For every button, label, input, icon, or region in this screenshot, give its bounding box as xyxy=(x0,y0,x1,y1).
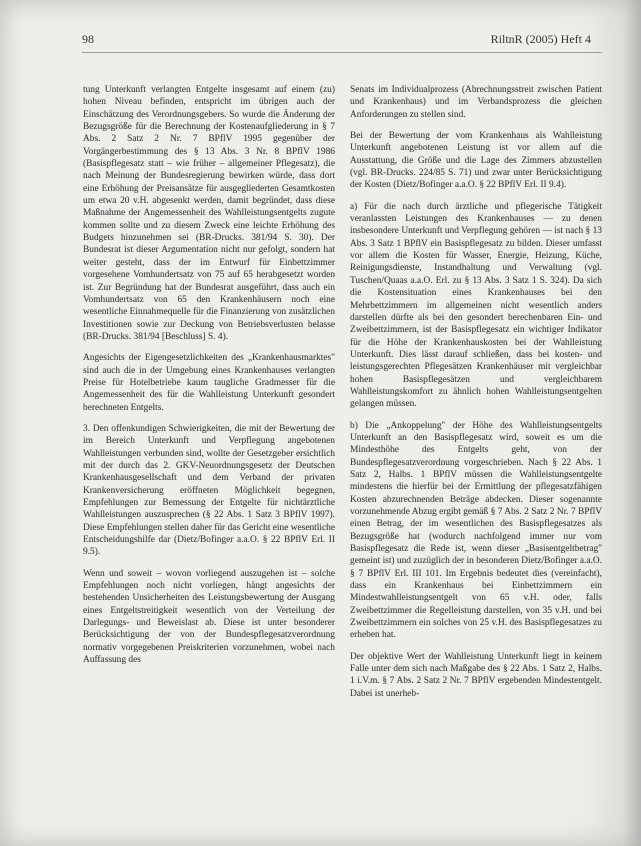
page-header xyxy=(82,32,611,50)
journal-reference: RiltnR (2005) Heft 4 xyxy=(490,32,591,46)
paragraph: Der objektive Wert der Wahlleistung Unterkunft liegt in keinem Falle unter dem sich nach Maßgabe des § 22 Abs. 1 Satz 2, Halbs. 1 i.V.m. § 7 Abs. 2 Satz 2 Nr. 7 BPflV ergebenden Mindestentgelt. Dabei ist unerheb- xyxy=(350,651,602,699)
paragraph: Angesichts der Eigengesetzlichkeiten des „Krankenhausmarktes" sind auch die in der Umgebung eines Krankenhauses verlangten Preise für Hotelbetriebe kaum taugliche Gradmesser für die Angemessenheit des für die Wahlleistung Unterkunft gesondert berechneten Entgelts. xyxy=(83,353,335,413)
paragraph: b) Die „Ankoppelung" der Höhe des Wahlleistungsentgelts Unterkunft an den Basispflegesatz wird, soweit es um die Mindesthöhe des Entgelts geht, von der Bundespflegesatzverordnung vorgeschrieben. Nach § 22 Abs. 1 Satz 2, Halbs. 1 BPflV müssen die Wahlleistungsentgelte mindestens die hierfür bei der Ermittlung der pflegesatzfähigen Kosten abzurechnenden Beträge abdecken. Dieser sogenannte vorzunehmende Abzug ergibt gemäß § 7 Abs. 2 Satz 2 Nr. 7 BPflV einen Betrag, der im wesentlichen des Basispflegesatzes als Bezugsgröße hat (wodurch nachfolgend immer nur vom Basispflegesatz die Rede ist, wenn dieser „Basisentgeltbetrag" gemeint ist) und zuzüglich der in besonderen Dietz/Bofinger a.a.O. § 7 BPflV Erl. III 101. Im Ergebnis bedeutet dies (vereinfacht), dass ein Krankenhaus bei Einbettzimmern ein Mindestwahlleistungsentgelt von 65 v.H. oder, falls Zweibettzimmer die Regelleistung darstellen, von 35 v.H. und bei Zweibettzimmern ein solches von 25 v.H. des Basispflegesatzes zu erheben hat. xyxy=(350,420,602,641)
header-rule xyxy=(82,52,602,53)
right-column xyxy=(350,84,602,709)
page-number: 98 xyxy=(82,32,94,46)
paragraph: 3. Den offenkundigen Schwierigkeiten, die mit der Bewertung der im Bereich Unterkunft und Verpflegung angebotenen Wahlleistungen verbunden sind, wollte der Gesetzgeber ersichtlich mit der durch das 2. GKV-Neuordnungsgesetz der Deutschen Krankenhausgesellschaft und dem Verband der privaten Krankenversicherung eröffneten Möglichkeit begegnen, Empfehlungen zur Bemessung der Entgelte für nichtärztliche Wahlleistungen auszusprechen (§ 22 Abs. 1 Satz 3 BPflV 1997). Diese Empfehlungen stellen daher für das Gericht eine wesentliche Entscheidungshilfe dar (Dietz/Bofinger a.a.O. § 22 BPflV Erl. II 9.5). xyxy=(83,423,335,558)
paragraph: Wenn und soweit – wovon vorliegend auszugehen ist – solche Empfehlungen noch nicht vorliegen, hängt angesichts der bestehenden Unsicherheiten des Leistungsbewertung der Ausgang eines Entgeltstreitigkeit wesentlich von der Verteilung der Darlegungs- und Beweislast ab. Diese ist unter besonderer Berücksichtigung der von der Bundespflegesatzverordnung normativ vorgegebenen Preiskriterien vorzunehmen, wobei nach Auffassung des xyxy=(83,568,335,666)
paragraph: Bei der Bewertung der vom Krankenhaus als Wahlleistung Unterkunft angebotenen Leistung ist vor allem auf die Ausstattung, die Größe und die Lage des Zimmers abzustellen (vgl. BR-Drucks. 224/85 S. 71) und zwar unter Berücksichtigung der Kosten (Dietz/Bofinger a.a.O. § 22 BPflV Erl. II 9.4). xyxy=(350,131,602,191)
paragraph: tung Unterkunft verlangten Entgelte insgesamt auf einem (zu) hohen Niveau befinden, entspricht im übrigen auch der Einschätzung des Verordnungsgebers. So wurde die Änderung der Bezugsgröße für die Berechnung der Kostenaufgliederung in § 7 Abs. 2 Satz 2 Nr. 7 BPflV 1995 gegenüber der Vorgängerbestimmung des § 13 Abs. 3 Nr. 8 BPflV 1986 (Basispflegesatz statt – wie früher – allgemeiner Pflegesatz), die nach Meinung der Bundesregierung bewirken würde, dass dort eine Erhöhung der Preisansätze für ausgegliederten Gesamtkosten um etwa 20 v.H. abgesenkt werden, damit begründet, dass diese Maßnahme der Angemessenheit des Wahlleistungsentgelts zugute kommen sollte und zu diesem Zweck eine leichte Erhöhung des Budgets hinzunehmen sei (BR-Drucks. 381/94 S. 30). Der Bundesrat ist dieser Argumentation nicht nur gefolgt, sondern hat weiter gesteht, dass der im Entwurf für Einbettzimmer vorgesehene Vomhundertsatz von 75 auf 65 herabgesetzt worden ist. Zur Begründung hat der Bundesrat ausgeführt, dass auch ein Vomhundertsatz von 65 den Krankenhäusern noch eine wesentliche Einnahmequelle für die Finanzierung von zusätzlichen Investitionen sowie zur Deckung von Betriebsverlusten belasse (BR-Drucks. 381/94 [Beschluss] S. 4). xyxy=(83,85,335,342)
paragraph: Senats im Individualprozess (Abrechnungsstreit zwischen Patient und Krankenhaus) und im Verbandsprozess die gleichen Anforderungen zu stellen sind. xyxy=(350,85,602,120)
paragraph: a) Für die nach durch ärztliche und pflegerische Tätigkeit veranlassten Leistungen des Krankenhauses — zu denen insbesondere Unterkunft und Verpflegung gehören — ist nach § 13 Abs. 3 Satz 1 BPflV ein Basispflegesatz zu bilden. Dieser umfasst vor allem die Kosten für Wasser, Energie, Heizung, Küche, Reinigungsdienste, Instandhaltung und Verwaltung (vgl. Tuschen/Quaas a.a.O. Erl. zu § 13 Abs. 3 Satz 1 S. 324). Da sich die Kostensituation eines Krankenhauses bei den Mehrbettzimmern im allgemeinen nicht wesentlich anders darstellen dürfte als bei den gesondert berechenbaren Ein- und Zweibettzimmern, ist der Basispflegesatz ein wichtiger Indikator für die Höhe der Krankenhauskosten bei der Wahlleistung Unterkunft. Dies lässt darauf schließen, dass bei kosten- und leistungsgerechten Pflegesätzen Krankenhäuser mit vergleichbar hohen Basispflegesätzen und vergleichbarem Wahlleistungskomfort zu ähnlich hohen Wahlleistungsentgelten gelangen müssen. xyxy=(350,201,602,410)
left-column xyxy=(83,84,335,675)
page-edge-shadow xyxy=(623,0,641,846)
